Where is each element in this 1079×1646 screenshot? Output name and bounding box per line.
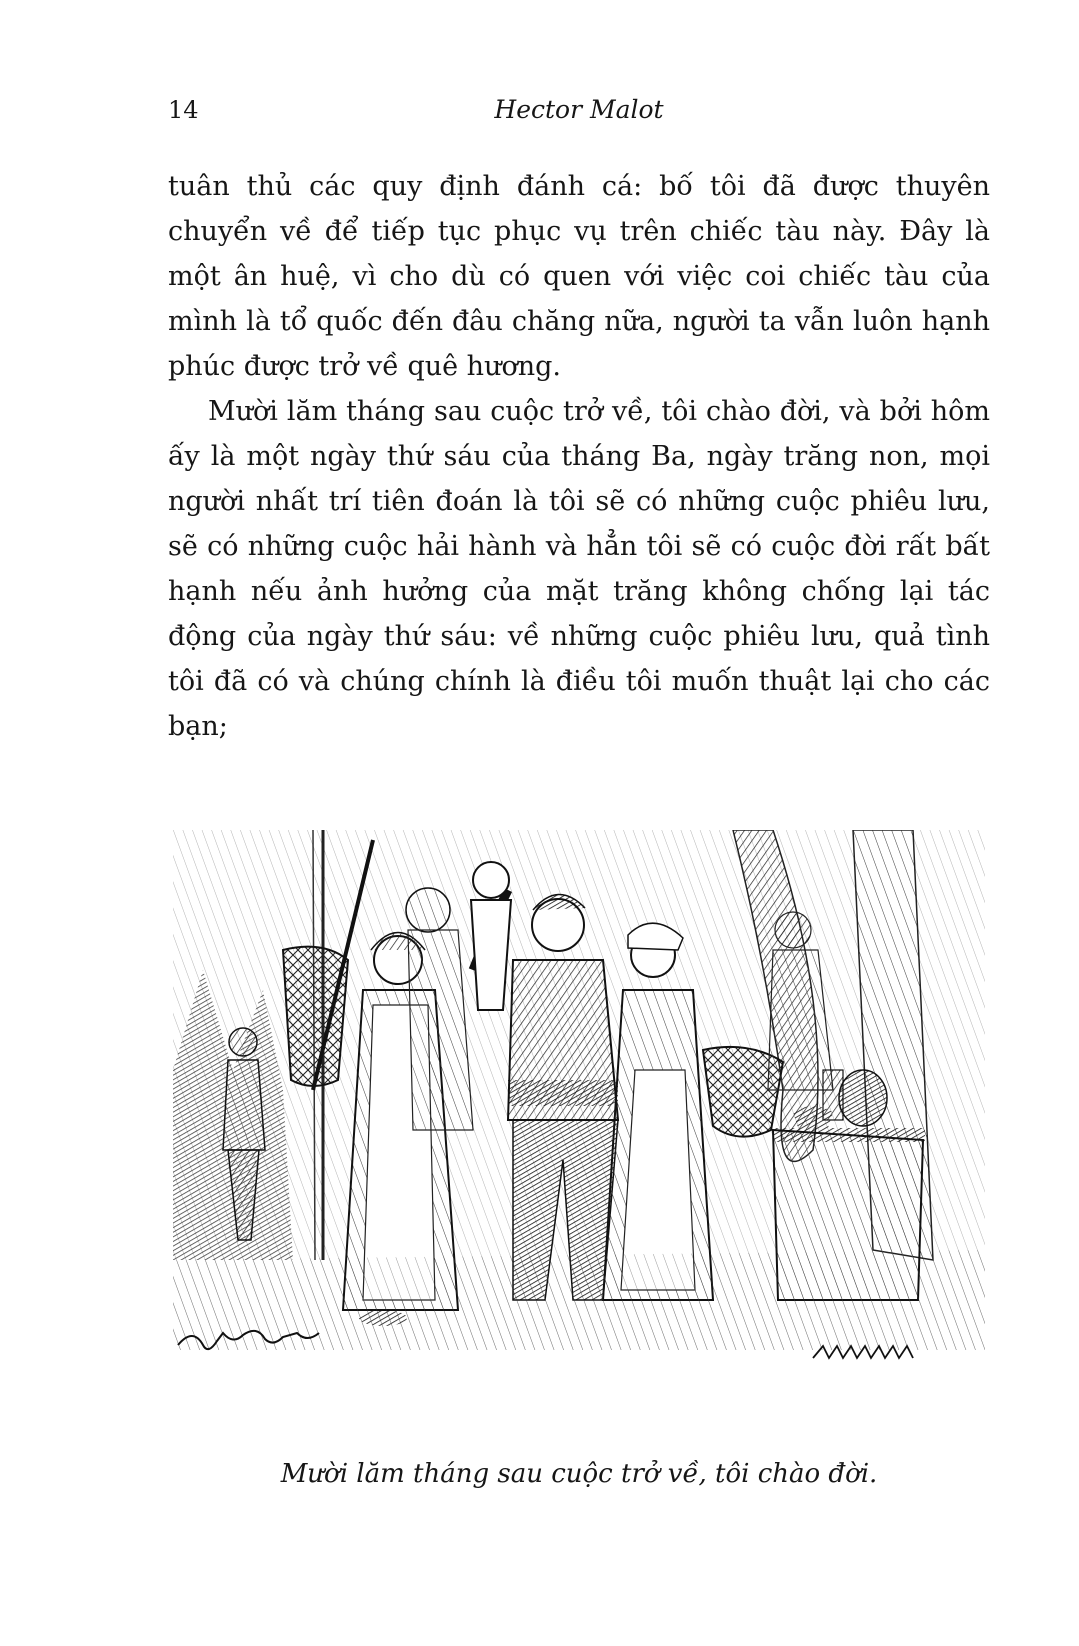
engraving-drawing [173,830,985,1420]
ground-hatching [173,1250,985,1350]
page-number: 14 [168,96,199,124]
engraving-illustration [173,830,985,1420]
running-head [168,92,990,128]
paragraph-1: tuân thủ các quy định đánh cá: bố tôi đã được thuyên chuyển về để tiếp tục phục vụ trên chiếc tàu này. Đây là một ân huệ, vì cho dù có quen với việc coi chiếc tàu của mình là tổ quốc đến đâu chăng nữa, người ta vẫn luôn hạnh phúc được trở về quê hương. [168,171,990,382]
raised-basket [283,947,348,1086]
running-title: Hector Malot [494,95,664,124]
paragraph-2: Mười lăm tháng sau cuộc trở về, tôi chào đời, và bởi hôm ấy là một ngày thứ sáu của tháng Ba, ngày trăng non, mọi người nhất trí tiên đoán là tôi sẽ có những cuộc phiêu lưu, sẽ có những cuộc hải hành và hẳn tôi sẽ có cuộc đời rất bất hạnh nếu ảnh hưởng của mặt trăng không chống lại tác động của ngày thứ sáu: về những cuộc phiêu lưu, quả tình tôi đã có và chúng chính là điều tôi muốn thuật lại cho các bạn; [168,396,990,742]
baby-figure [471,862,511,1010]
body-text [168,164,990,749]
illustration-caption: Mười lăm tháng sau cuộc trở về, tôi chào đời. [280,1459,878,1489]
